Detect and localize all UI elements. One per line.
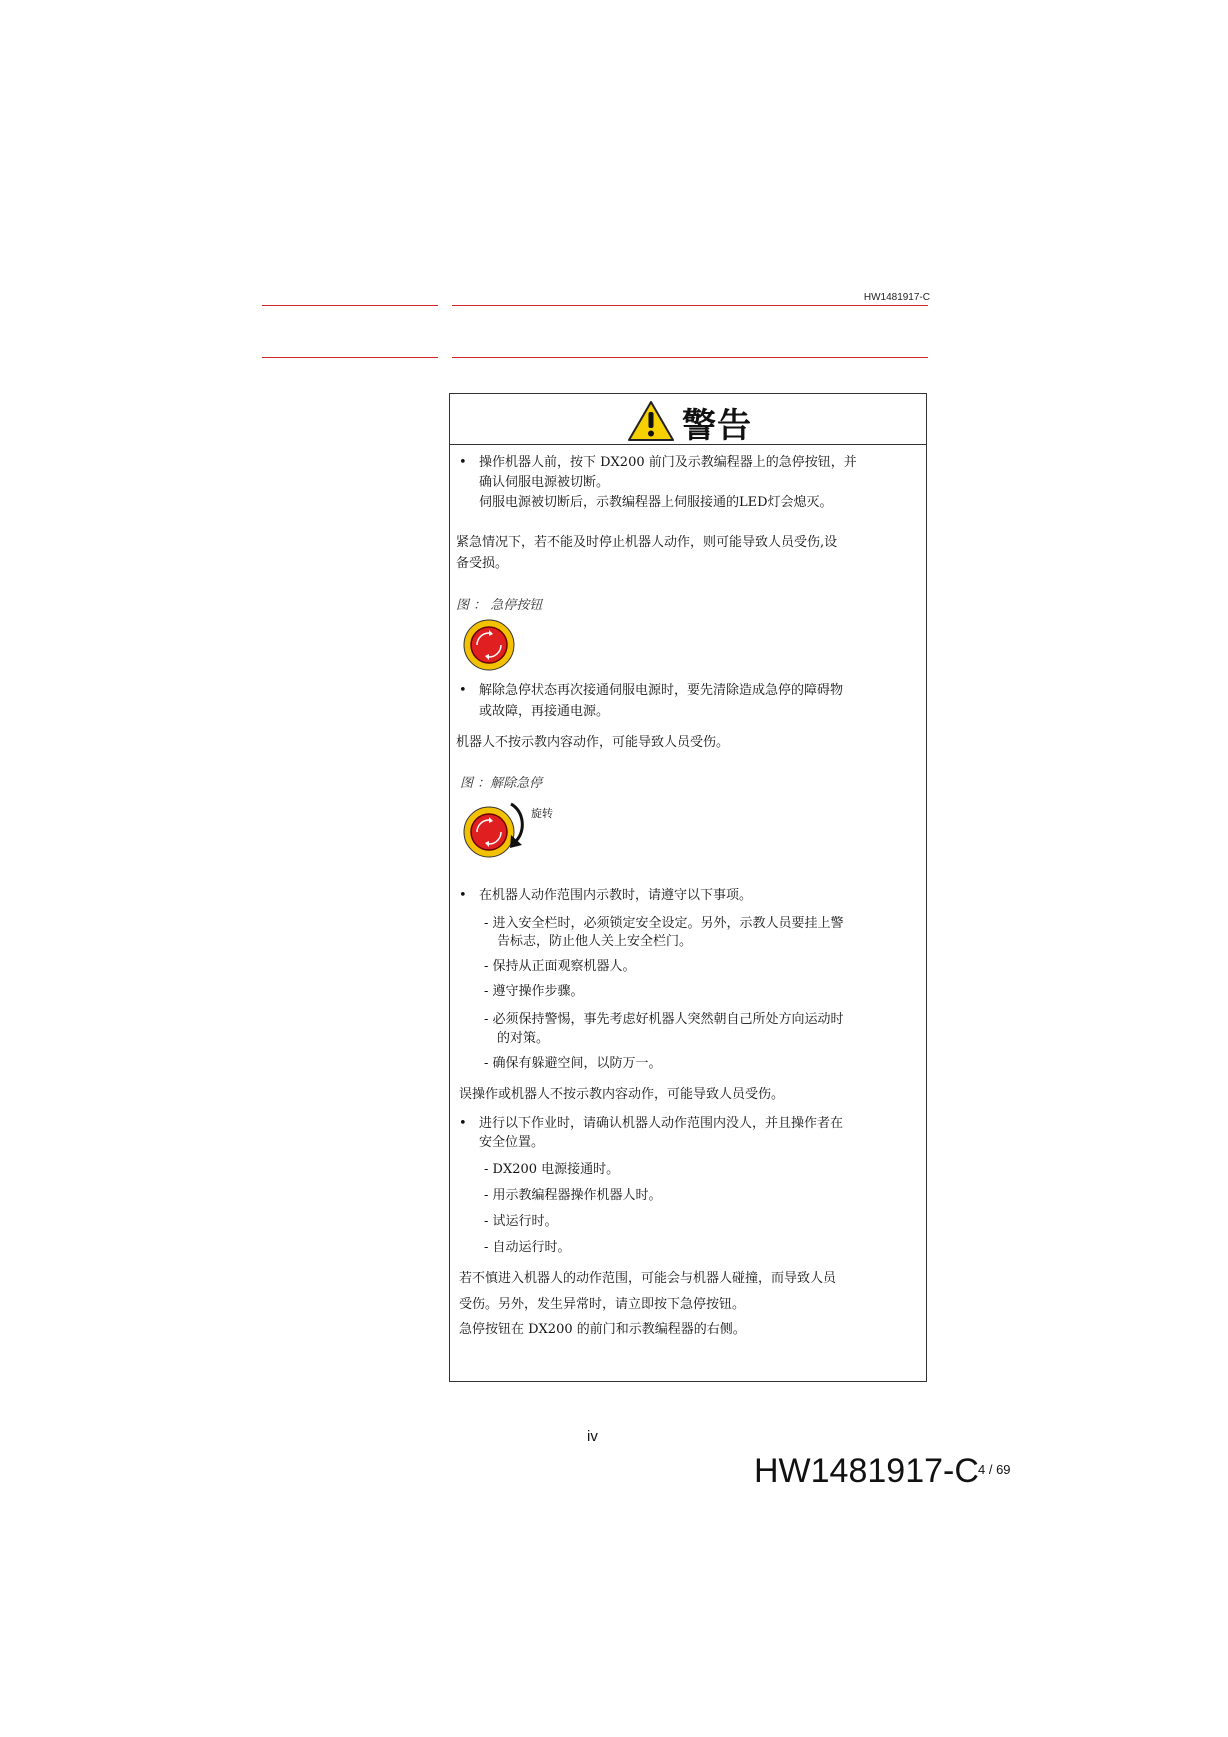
emergency-stop-button-icon bbox=[463, 619, 515, 671]
rotate-arrow-icon bbox=[508, 801, 530, 851]
bullet-mark: • bbox=[459, 683, 467, 698]
consequence-3: 误操作或机器人不按示教内容动作，可能导致人员受伤。 bbox=[459, 1087, 785, 1102]
warning-box bbox=[449, 393, 927, 1382]
bullet-2-line-2: 或故障，再接通电源。 bbox=[479, 704, 610, 719]
dash-item-3: - 遵守操作步骤。 bbox=[484, 984, 584, 999]
bullet-1-line-2: 确认伺服电源被切断。 bbox=[479, 475, 610, 490]
header-rule-left-1 bbox=[262, 305, 438, 306]
operation-item-3: - 试运行时。 bbox=[484, 1214, 558, 1229]
header-rule-right-1 bbox=[452, 305, 928, 306]
figure-2-caption: 图 ：解除急停 bbox=[460, 776, 543, 791]
bullet-mark: • bbox=[459, 888, 467, 903]
bullet-2-line-1: 解除急停状态再次接通伺服电源时，要先清除造成急停的障碍物 bbox=[479, 683, 844, 698]
footer-doc-code: HW1481917-C bbox=[754, 1452, 979, 1490]
bullet-mark: • bbox=[459, 455, 467, 470]
dash-item-4-line-2: 的对策。 bbox=[497, 1031, 550, 1046]
bullet-4-line-2: 安全位置。 bbox=[479, 1135, 545, 1150]
dash-item-1-line-2: 告标志，防止他人关上安全栏门。 bbox=[497, 934, 693, 949]
operation-item-4: - 自动运行时。 bbox=[484, 1240, 571, 1255]
header-rule-right-2 bbox=[452, 357, 928, 358]
bullet-1-line-3: 伺服电源被切断后，示教编程器上伺服接通的LED灯会熄灭。 bbox=[479, 495, 833, 510]
warning-title-row bbox=[450, 394, 926, 445]
consequence-4-line-2: 受伤。另外，发生异常时，请立即按下急停按钮。 bbox=[459, 1297, 746, 1312]
bullet-mark: • bbox=[459, 1116, 467, 1131]
consequence-1-line-2: 备受损。 bbox=[456, 556, 509, 571]
page-count: 4 / 69 bbox=[978, 1462, 1011, 1477]
consequence-1-line-1: 紧急情况下，若不能及时停止机器人动作，则可能导致人员受伤,设 bbox=[456, 535, 838, 550]
warning-title: 警告 bbox=[682, 406, 752, 446]
dash-item-2: - 保持从正面观察机器人。 bbox=[484, 959, 636, 974]
operation-item-1: - DX200 电源接通时。 bbox=[484, 1162, 620, 1177]
dash-item-1-line-1: - 进入安全栏时，必须锁定安全设定。另外，示教人员要挂上警 bbox=[484, 916, 844, 931]
consequence-2: 机器人不按示教内容动作，可能导致人员受伤。 bbox=[456, 735, 730, 750]
consequence-4-line-1: 若不慎进入机器人的动作范围，可能会与机器人碰撞，而导致人员 bbox=[459, 1271, 837, 1286]
bullet-3: 在机器人动作范围内示教时，请遵守以下事项。 bbox=[479, 888, 753, 903]
consequence-4-line-3: 急停按钮在 DX200 的前门和示教编程器的右侧。 bbox=[459, 1322, 746, 1337]
dash-item-4-line-1: - 必须保持警惕，事先考虑好机器人突然朝自己所处方向运动时 bbox=[484, 1012, 844, 1027]
header-rule-left-2 bbox=[262, 357, 438, 358]
warning-triangle-icon bbox=[627, 400, 675, 442]
header-doc-code: HW1481917-C bbox=[863, 292, 930, 303]
figure-1-caption: 图 ： 急停按钮 bbox=[456, 598, 543, 613]
page-number: iv bbox=[587, 1428, 598, 1445]
operation-item-2: - 用示教编程器操作机器人时。 bbox=[484, 1188, 662, 1203]
dash-item-5: - 确保有躲避空间，以防万一。 bbox=[484, 1056, 662, 1071]
bullet-4-line-1: 进行以下作业时，请确认机器人动作范围内没人，并且操作者在 bbox=[479, 1116, 844, 1131]
bullet-1-line-1: 操作机器人前，按下 DX200 前门及示教编程器上的急停按钮，并 bbox=[479, 455, 857, 470]
rotate-label: 旋转 bbox=[531, 807, 553, 820]
